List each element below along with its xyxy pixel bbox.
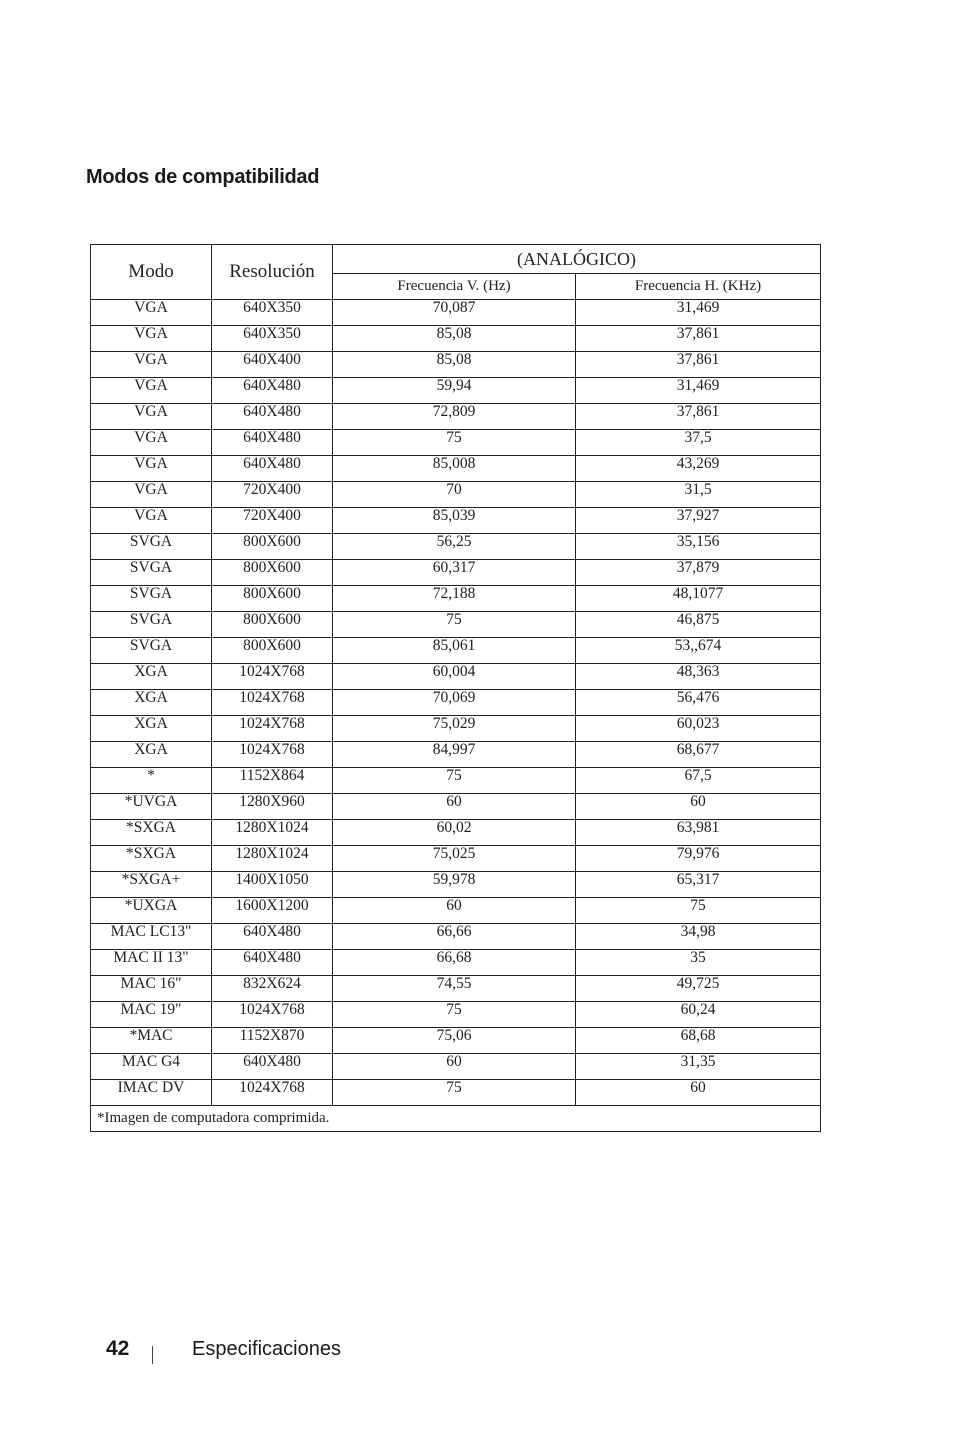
cell-freq-h: 60: [576, 1080, 821, 1106]
cell-resolution: 1024X768: [212, 716, 333, 742]
cell-resolution: 720X400: [212, 508, 333, 534]
cell-mode: VGA: [91, 326, 212, 352]
table-row: [91, 898, 821, 924]
cell-mode: SVGA: [91, 638, 212, 664]
header-freq-v: Frecuencia V. (Hz): [333, 274, 576, 300]
cell-resolution: 800X600: [212, 638, 333, 664]
cell-freq-h: 31,5: [576, 482, 821, 508]
table-row: [91, 560, 821, 586]
cell-mode: MAC II 13": [91, 950, 212, 976]
table-header: [91, 245, 821, 300]
cell-mode: VGA: [91, 482, 212, 508]
table-row: [91, 1002, 821, 1028]
cell-freq-h: 65,317: [576, 872, 821, 898]
header-mode: Modo: [91, 245, 212, 300]
cell-mode: SVGA: [91, 612, 212, 638]
header-resolution: Resolución: [212, 245, 333, 300]
table-row: [91, 1080, 821, 1106]
cell-mode: MAC 19": [91, 1002, 212, 1028]
header-freq-h: Frecuencia H. (KHz): [576, 274, 821, 300]
cell-resolution: 640X480: [212, 456, 333, 482]
cell-mode: *SXGA: [91, 820, 212, 846]
page-number: 42: [106, 1337, 130, 1360]
table-row: [91, 820, 821, 846]
cell-freq-h: 37,927: [576, 508, 821, 534]
cell-freq-v: 85,008: [333, 456, 576, 482]
cell-freq-h: 49,725: [576, 976, 821, 1002]
cell-freq-v: 75: [333, 768, 576, 794]
cell-resolution: 1400X1050: [212, 872, 333, 898]
table-row: [91, 456, 821, 482]
cell-resolution: 1280X1024: [212, 846, 333, 872]
table-row: [91, 1028, 821, 1054]
cell-mode: IMAC DV: [91, 1080, 212, 1106]
cell-freq-h: 31,469: [576, 300, 821, 326]
cell-freq-h: 34,98: [576, 924, 821, 950]
cell-freq-v: 75: [333, 1002, 576, 1028]
footer-divider: [152, 1346, 153, 1364]
table-row: [91, 768, 821, 794]
table-row: [91, 976, 821, 1002]
cell-resolution: 800X600: [212, 586, 333, 612]
cell-resolution: 640X400: [212, 352, 333, 378]
cell-freq-h: 37,861: [576, 404, 821, 430]
cell-freq-h: 67,5: [576, 768, 821, 794]
cell-mode: VGA: [91, 430, 212, 456]
cell-freq-h: 31,35: [576, 1054, 821, 1080]
cell-mode: VGA: [91, 378, 212, 404]
table-row: [91, 534, 821, 560]
table-row: [91, 326, 821, 352]
cell-freq-h: 56,476: [576, 690, 821, 716]
cell-freq-v: 75: [333, 430, 576, 456]
table-row: [91, 716, 821, 742]
cell-freq-v: 59,94: [333, 378, 576, 404]
cell-resolution: 640X480: [212, 950, 333, 976]
cell-freq-h: 60: [576, 794, 821, 820]
cell-resolution: 640X480: [212, 430, 333, 456]
cell-mode: MAC 16": [91, 976, 212, 1002]
cell-freq-v: 66,68: [333, 950, 576, 976]
cell-freq-h: 60,023: [576, 716, 821, 742]
cell-freq-v: 70: [333, 482, 576, 508]
cell-resolution: 640X480: [212, 404, 333, 430]
cell-resolution: 640X480: [212, 1054, 333, 1080]
cell-mode: SVGA: [91, 586, 212, 612]
table-row: [91, 664, 821, 690]
cell-freq-v: 70,069: [333, 690, 576, 716]
cell-resolution: 1024X768: [212, 1080, 333, 1106]
cell-resolution: 640X350: [212, 326, 333, 352]
cell-freq-v: 85,08: [333, 326, 576, 352]
cell-resolution: 640X480: [212, 378, 333, 404]
cell-resolution: 1024X768: [212, 690, 333, 716]
table-row: [91, 612, 821, 638]
table-row: [91, 404, 821, 430]
cell-mode: MAC G4: [91, 1054, 212, 1080]
cell-freq-v: 85,08: [333, 352, 576, 378]
table-body: [91, 300, 821, 1106]
cell-mode: XGA: [91, 690, 212, 716]
cell-resolution: 1024X768: [212, 664, 333, 690]
cell-mode: VGA: [91, 508, 212, 534]
cell-resolution: 1152X870: [212, 1028, 333, 1054]
cell-freq-v: 60,02: [333, 820, 576, 846]
footer-section-label: Especificaciones: [192, 1338, 341, 1360]
cell-freq-h: 75: [576, 898, 821, 924]
cell-freq-v: 59,978: [333, 872, 576, 898]
cell-freq-h: 53,,674: [576, 638, 821, 664]
cell-mode: MAC LC13": [91, 924, 212, 950]
table-row: [91, 846, 821, 872]
cell-resolution: 640X480: [212, 924, 333, 950]
cell-freq-v: 75,06: [333, 1028, 576, 1054]
cell-freq-h: 68,68: [576, 1028, 821, 1054]
cell-mode: VGA: [91, 456, 212, 482]
cell-freq-h: 37,861: [576, 352, 821, 378]
cell-freq-v: 74,55: [333, 976, 576, 1002]
cell-resolution: 1280X1024: [212, 820, 333, 846]
table-row: [91, 378, 821, 404]
cell-freq-v: 66,66: [333, 924, 576, 950]
cell-mode: VGA: [91, 404, 212, 430]
cell-resolution: 1152X864: [212, 768, 333, 794]
cell-freq-v: 72,809: [333, 404, 576, 430]
cell-freq-v: 70,087: [333, 300, 576, 326]
table-row: [91, 352, 821, 378]
cell-freq-h: 79,976: [576, 846, 821, 872]
table-row: [91, 638, 821, 664]
cell-mode: *UVGA: [91, 794, 212, 820]
cell-freq-h: 48,363: [576, 664, 821, 690]
cell-resolution: 1280X960: [212, 794, 333, 820]
cell-freq-h: 35,156: [576, 534, 821, 560]
header-analog: (ANALÓGICO): [333, 245, 821, 274]
cell-freq-v: 60,317: [333, 560, 576, 586]
table-row: [91, 872, 821, 898]
table-footnote: *Imagen de computadora comprimida.: [91, 1106, 821, 1132]
cell-freq-h: 43,269: [576, 456, 821, 482]
cell-freq-h: 63,981: [576, 820, 821, 846]
table-row: [91, 690, 821, 716]
cell-freq-v: 60: [333, 1054, 576, 1080]
section-title: Modos de compatibilidad: [86, 166, 320, 188]
cell-mode: SVGA: [91, 534, 212, 560]
cell-mode: SVGA: [91, 560, 212, 586]
cell-freq-v: 75: [333, 1080, 576, 1106]
cell-resolution: 832X624: [212, 976, 333, 1002]
cell-freq-v: 60: [333, 794, 576, 820]
table-row: [91, 430, 821, 456]
table-row: [91, 508, 821, 534]
cell-resolution: 640X350: [212, 300, 333, 326]
cell-resolution: 1600X1200: [212, 898, 333, 924]
cell-resolution: 800X600: [212, 612, 333, 638]
cell-freq-h: 46,875: [576, 612, 821, 638]
cell-freq-v: 75,025: [333, 846, 576, 872]
cell-resolution: 800X600: [212, 560, 333, 586]
cell-freq-v: 75: [333, 612, 576, 638]
cell-freq-v: 60: [333, 898, 576, 924]
cell-freq-v: 85,039: [333, 508, 576, 534]
cell-freq-h: 37,861: [576, 326, 821, 352]
cell-freq-h: 37,879: [576, 560, 821, 586]
cell-freq-v: 75,029: [333, 716, 576, 742]
cell-freq-v: 85,061: [333, 638, 576, 664]
cell-mode: XGA: [91, 742, 212, 768]
table-row: [91, 300, 821, 326]
cell-freq-h: 37,5: [576, 430, 821, 456]
cell-mode: *: [91, 768, 212, 794]
cell-resolution: 1024X768: [212, 742, 333, 768]
cell-mode: XGA: [91, 664, 212, 690]
cell-freq-v: 72,188: [333, 586, 576, 612]
cell-resolution: 720X400: [212, 482, 333, 508]
cell-freq-h: 60,24: [576, 1002, 821, 1028]
cell-mode: VGA: [91, 352, 212, 378]
table-row: [91, 586, 821, 612]
cell-freq-h: 48,1077: [576, 586, 821, 612]
table-row: [91, 482, 821, 508]
table-row: [91, 950, 821, 976]
cell-freq-v: 60,004: [333, 664, 576, 690]
compatibility-table: [90, 244, 821, 1132]
cell-mode: *UXGA: [91, 898, 212, 924]
cell-freq-h: 35: [576, 950, 821, 976]
table-row: [91, 924, 821, 950]
table-row: [91, 1054, 821, 1080]
cell-mode: VGA: [91, 300, 212, 326]
cell-freq-h: 31,469: [576, 378, 821, 404]
cell-mode: XGA: [91, 716, 212, 742]
cell-mode: *SXGA+: [91, 872, 212, 898]
table-row: [91, 742, 821, 768]
cell-freq-v: 56,25: [333, 534, 576, 560]
cell-freq-v: 84,997: [333, 742, 576, 768]
cell-freq-h: 68,677: [576, 742, 821, 768]
cell-mode: *MAC: [91, 1028, 212, 1054]
cell-resolution: 800X600: [212, 534, 333, 560]
table-row: [91, 794, 821, 820]
cell-resolution: 1024X768: [212, 1002, 333, 1028]
cell-mode: *SXGA: [91, 846, 212, 872]
